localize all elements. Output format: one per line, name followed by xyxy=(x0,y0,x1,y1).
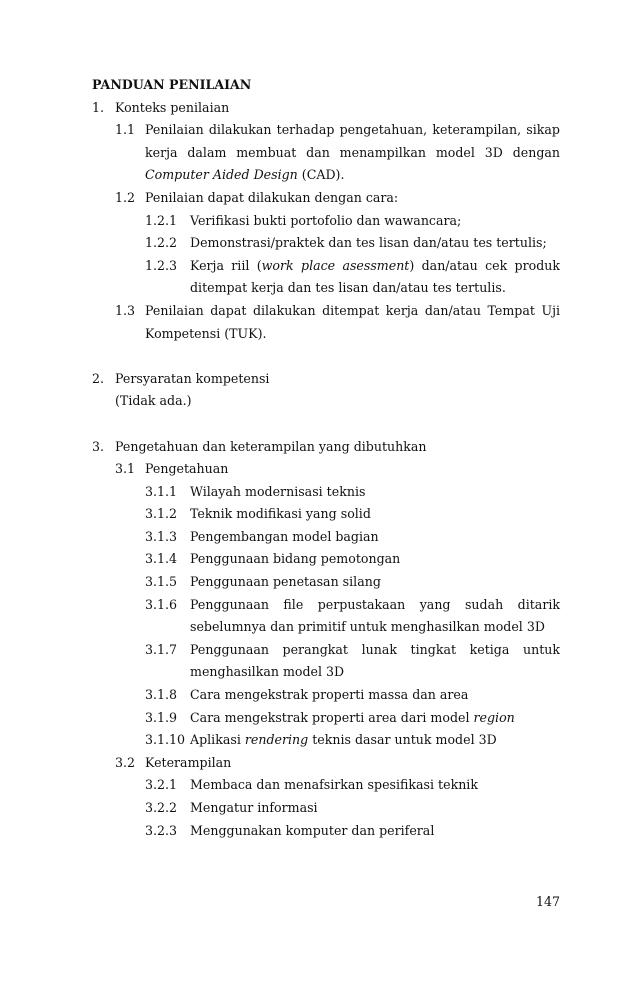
text-part: Penilaian dilakukan terhadap pengetahuan, keterampilan, sikap kerja dalam membuat dan menampilkan model 3D dengan xyxy=(145,122,560,160)
list-item xyxy=(92,752,560,775)
text-part: teknis dasar untuk model 3D xyxy=(308,732,497,748)
item-text xyxy=(190,594,560,639)
section-number: 1. xyxy=(92,99,105,115)
sub-item xyxy=(92,707,560,730)
item-number: 1.3 xyxy=(115,302,136,318)
item-number: 1.2.1 xyxy=(145,212,178,228)
item-number: 3.1.2 xyxy=(145,506,178,522)
list-item xyxy=(92,119,560,187)
item-text xyxy=(190,820,560,843)
item-number: 1.1 xyxy=(115,122,136,138)
item-text xyxy=(190,639,560,684)
italic-term: work place asessment xyxy=(261,257,410,273)
text-part: Penggunaan perangkat lunak tingkat ketiga untuk menghasilkan model 3D xyxy=(190,641,560,680)
text-part: Penggunaan file perpustakaan yang sudah ditarik sebelumnya dan primitif untuk menghasilkan model 3D xyxy=(190,596,560,635)
text-part: ) dan/atau cek produk ditempat kerja dan tes lisan dan/atau tes tertulis. xyxy=(190,257,561,296)
sub-item xyxy=(92,526,560,549)
text-part: Mengatur informasi xyxy=(190,800,318,815)
item-number: 3.1.3 xyxy=(145,528,178,544)
text-part: (CAD). xyxy=(297,167,345,183)
item-number: 3.2.2 xyxy=(145,800,178,815)
text-part: Menggunakan komputer dan periferal xyxy=(190,822,435,838)
item-text: Demonstrasi/praktek dan tes lisan dan/atau tes tertulis; xyxy=(190,235,547,251)
item-number: 1.2.3 xyxy=(145,257,178,273)
section-label: Persyaratan kompetensi xyxy=(115,370,270,386)
sub-item xyxy=(92,503,560,526)
text-part: Aplikasi xyxy=(190,732,245,748)
section-1-heading xyxy=(92,97,560,120)
section-title: PANDUAN PENILAIAN xyxy=(92,77,252,92)
item-text: Verifikasi bukti portofolio dan wawancara; xyxy=(190,212,462,228)
sub-item xyxy=(92,548,560,571)
sub-item xyxy=(92,232,560,255)
item-number: 3.1.4 xyxy=(145,551,178,567)
text-part: Teknik modifikasi yang solid xyxy=(190,506,371,522)
section-2-heading xyxy=(92,368,560,391)
sub-item xyxy=(92,684,560,707)
item-text: Pengetahuan xyxy=(145,461,229,477)
text-part: Penggunaan bidang pemotongan xyxy=(190,551,401,567)
item-number: 3.1.5 xyxy=(145,574,178,590)
section-number: 3. xyxy=(92,438,105,454)
item-number: 3.2.3 xyxy=(145,822,178,838)
item-text xyxy=(190,255,560,300)
sub-item xyxy=(92,571,560,594)
text-part: Wilayah modernisasi teknis xyxy=(190,483,366,499)
item-text xyxy=(190,481,560,504)
item-text: Keterampilan xyxy=(145,754,232,770)
page-number: 147 xyxy=(535,894,560,909)
item-text xyxy=(190,774,560,797)
sub-item xyxy=(92,820,560,843)
item-text xyxy=(190,797,560,820)
italic-term: rendering xyxy=(244,732,309,748)
document-page xyxy=(92,74,560,842)
item-text xyxy=(190,729,560,752)
sub-item xyxy=(92,797,560,820)
item-number: 3.1.9 xyxy=(145,709,178,725)
sub-item xyxy=(92,639,560,684)
text-part: Kerja riil ( xyxy=(190,257,262,273)
item-number: 3.1 xyxy=(115,461,136,477)
item-number: 3.1.6 xyxy=(145,596,178,612)
text-part: Cara mengekstrak properti massa dan area xyxy=(190,687,469,703)
section-note xyxy=(92,390,560,413)
sub-item xyxy=(92,729,560,752)
item-number: 3.1.7 xyxy=(145,641,178,657)
item-number: 3.1.8 xyxy=(145,687,178,703)
sub-item xyxy=(92,594,560,639)
text-part: Penggunaan penetasan silang xyxy=(190,574,381,590)
item-text xyxy=(190,503,560,526)
sub-item xyxy=(92,774,560,797)
section-label: Konteks penilaian xyxy=(115,99,230,115)
list-item xyxy=(92,187,560,210)
item-number: 3.1.10 xyxy=(145,732,186,748)
item-text xyxy=(190,571,560,594)
item-text xyxy=(145,119,560,187)
item-text: Penilaian dapat dilakukan dengan cara: xyxy=(145,189,399,205)
item-number: 1.2.2 xyxy=(145,235,178,251)
item-text xyxy=(190,548,560,571)
sub-item xyxy=(92,255,560,300)
section-3-heading xyxy=(92,436,560,459)
italic-term: Computer Aided Design xyxy=(145,167,298,183)
item-text xyxy=(190,684,560,707)
list-item xyxy=(92,458,560,481)
item-text xyxy=(190,707,560,730)
section-number: 2. xyxy=(92,370,105,386)
text-part: Cara mengekstrak properti area dari model xyxy=(190,709,474,725)
section-label: Pengetahuan dan keterampilan yang dibutuhkan xyxy=(115,438,427,454)
text-part: Pengembangan model bagian xyxy=(190,528,379,544)
sub-item xyxy=(92,481,560,504)
text-part: Membaca dan menafsirkan spesifikasi teknik xyxy=(190,777,478,793)
item-number: 3.1.1 xyxy=(145,483,178,499)
item-text xyxy=(190,526,560,549)
item-number: 3.2.1 xyxy=(145,777,178,793)
item-number: 3.2 xyxy=(115,754,136,770)
list-item xyxy=(92,300,560,345)
item-text: Penilaian dapat dilakukan ditempat kerja dan/atau Tempat Uji Kompetensi (TUK). xyxy=(145,302,560,341)
item-number: 1.2 xyxy=(115,189,136,205)
italic-term: region xyxy=(473,709,515,725)
note-text: (Tidak ada.) xyxy=(115,393,192,409)
sub-item xyxy=(92,210,560,233)
